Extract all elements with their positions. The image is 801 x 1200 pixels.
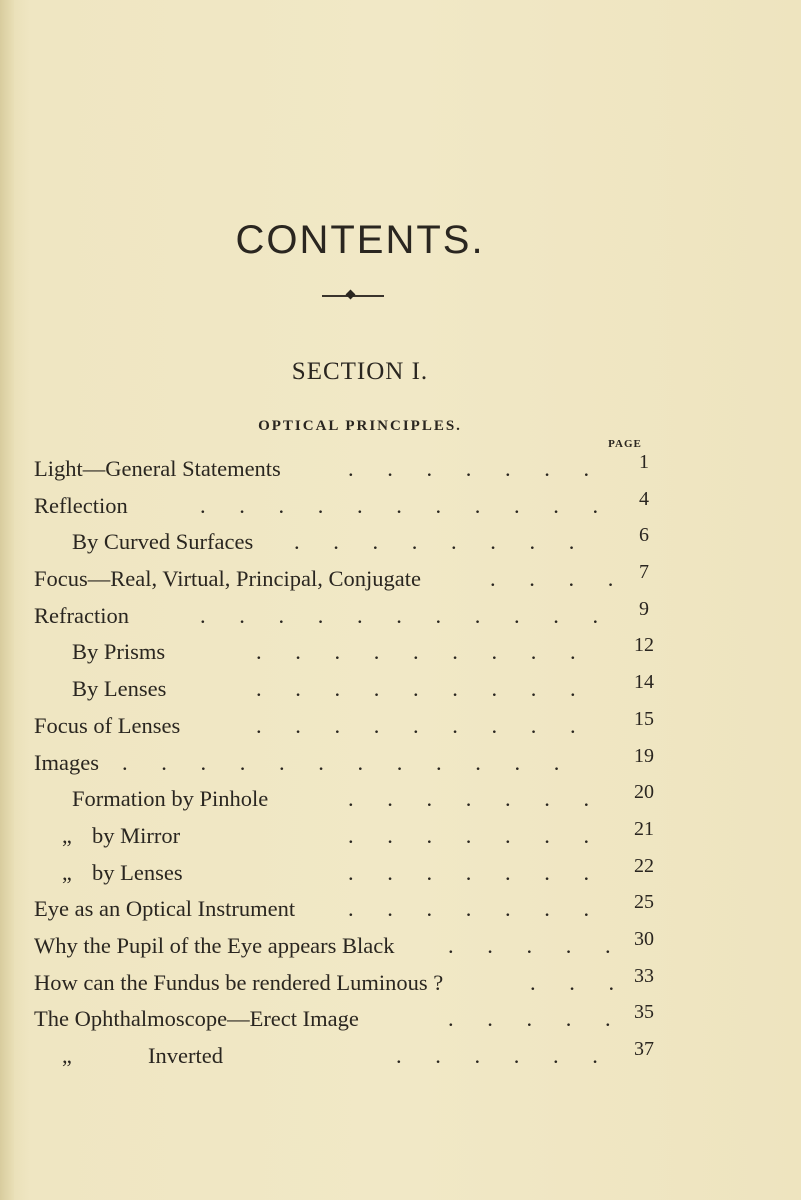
toc-leader-dots: . . . . . . . . . . . bbox=[200, 602, 613, 628]
toc-entry-label: Light—General Statements bbox=[34, 456, 281, 481]
toc-entry bbox=[0, 925, 801, 962]
toc-leader-dots: . . . . . bbox=[448, 932, 625, 958]
diamond-ornament-icon bbox=[346, 290, 356, 300]
table-of-contents bbox=[0, 448, 801, 1072]
section-subtitle: OPTICAL PRINCIPLES. bbox=[258, 418, 462, 434]
toc-entry bbox=[0, 448, 801, 485]
toc-entry bbox=[0, 815, 801, 852]
toc-entry bbox=[0, 888, 801, 925]
toc-entry bbox=[0, 852, 801, 889]
toc-leader-dots: . . . . . . . bbox=[348, 896, 604, 922]
toc-entry-page: 6 bbox=[639, 524, 649, 547]
toc-entry-label: Inverted bbox=[148, 1043, 223, 1068]
ditto-mark: „ bbox=[62, 822, 72, 848]
toc-entry bbox=[0, 558, 801, 595]
toc-entry-label: By Lenses bbox=[72, 676, 167, 702]
toc-entry-label: The Ophthalmoscope—Erect Image bbox=[34, 1006, 359, 1032]
toc-entry-label: Focus of Lenses bbox=[34, 712, 181, 738]
toc-entry-label: By Prisms bbox=[72, 639, 166, 665]
toc-entry-label: by Mirror bbox=[92, 822, 181, 848]
toc-entry bbox=[0, 521, 801, 558]
toc-entry-page: 21 bbox=[634, 817, 654, 840]
toc-entry-page: 14 bbox=[634, 671, 654, 694]
ditto-mark: „ bbox=[62, 859, 72, 885]
toc-entry-page: 1 bbox=[639, 451, 649, 473]
toc-entry-label: Refraction bbox=[34, 602, 129, 628]
toc-leader-dots: . . . . . . . . . bbox=[256, 639, 590, 665]
toc-leader-dots: . . . . . . . bbox=[348, 456, 604, 481]
toc-entry-page: 15 bbox=[634, 707, 654, 730]
toc-entry bbox=[0, 778, 801, 815]
toc-entry-page: 20 bbox=[634, 781, 654, 804]
toc-entry-page: 4 bbox=[639, 487, 649, 510]
toc-entry-label: Images bbox=[34, 749, 99, 775]
toc-entry-page: 37 bbox=[634, 1038, 654, 1060]
toc-leader-dots: . . . . . . . . . . . . bbox=[122, 749, 574, 775]
toc-entry bbox=[0, 742, 801, 779]
toc-entry-label: Reflection bbox=[34, 492, 128, 518]
toc-leader-dots: . . . . . . . . bbox=[294, 529, 589, 555]
toc-entry-page: 22 bbox=[634, 854, 654, 877]
section-heading: SECTION I. bbox=[291, 358, 429, 385]
toc-leader-dots: . . . . . . . bbox=[348, 786, 604, 812]
toc-entry-label: Eye as an Optical Instrument bbox=[34, 896, 296, 922]
page-title: CONTENTS. bbox=[235, 218, 485, 262]
toc-entry bbox=[0, 998, 801, 1035]
toc-entry-label: Why the Pupil of the Eye appears Black bbox=[34, 932, 395, 958]
toc-leader-dots: . . . . bbox=[490, 566, 628, 592]
toc-leader-dots: . . . . . . . bbox=[348, 859, 604, 885]
toc-entry-page: 30 bbox=[634, 927, 654, 950]
toc-leader-dots: . . . . . bbox=[448, 1006, 625, 1032]
toc-entry-label: by Lenses bbox=[92, 859, 183, 885]
toc-entry-page: 19 bbox=[634, 744, 654, 767]
toc-entry-page: 7 bbox=[639, 561, 649, 584]
toc-entry-page: 33 bbox=[634, 964, 654, 987]
toc-leader-dots: . . . . . . bbox=[396, 1043, 612, 1068]
toc-entry bbox=[0, 705, 801, 742]
toc-leader-dots: . . . . . . . . . bbox=[256, 676, 590, 702]
toc-entry bbox=[0, 485, 801, 522]
toc-entry-page: 9 bbox=[639, 597, 649, 620]
toc-leader-dots: . . . bbox=[530, 969, 629, 995]
toc-entry-label: Focus—Real, Virtual, Principal, Conjugate bbox=[34, 566, 421, 592]
toc-leader-dots: . . . . . . . bbox=[348, 822, 604, 848]
toc-entry bbox=[0, 962, 801, 999]
ditto-mark: „ bbox=[62, 1043, 72, 1068]
toc-entry bbox=[0, 595, 801, 632]
page-column-header: PAGE bbox=[608, 438, 642, 450]
toc-entry-label: By Curved Surfaces bbox=[72, 529, 254, 555]
toc-entry-label: How can the Fundus be rendered Luminous ? bbox=[34, 969, 444, 995]
toc-entry bbox=[0, 1035, 801, 1072]
toc-entry bbox=[0, 631, 801, 668]
toc-entry bbox=[0, 668, 801, 705]
toc-entry-page: 25 bbox=[634, 891, 654, 914]
toc-leader-dots: . . . . . . . . . bbox=[256, 712, 590, 738]
toc-entry-label: Formation by Pinhole bbox=[72, 786, 269, 812]
toc-entry-page: 35 bbox=[634, 1001, 654, 1024]
toc-entry-page: 12 bbox=[634, 634, 654, 657]
toc-leader-dots: . . . . . . . . . . . bbox=[200, 492, 613, 518]
